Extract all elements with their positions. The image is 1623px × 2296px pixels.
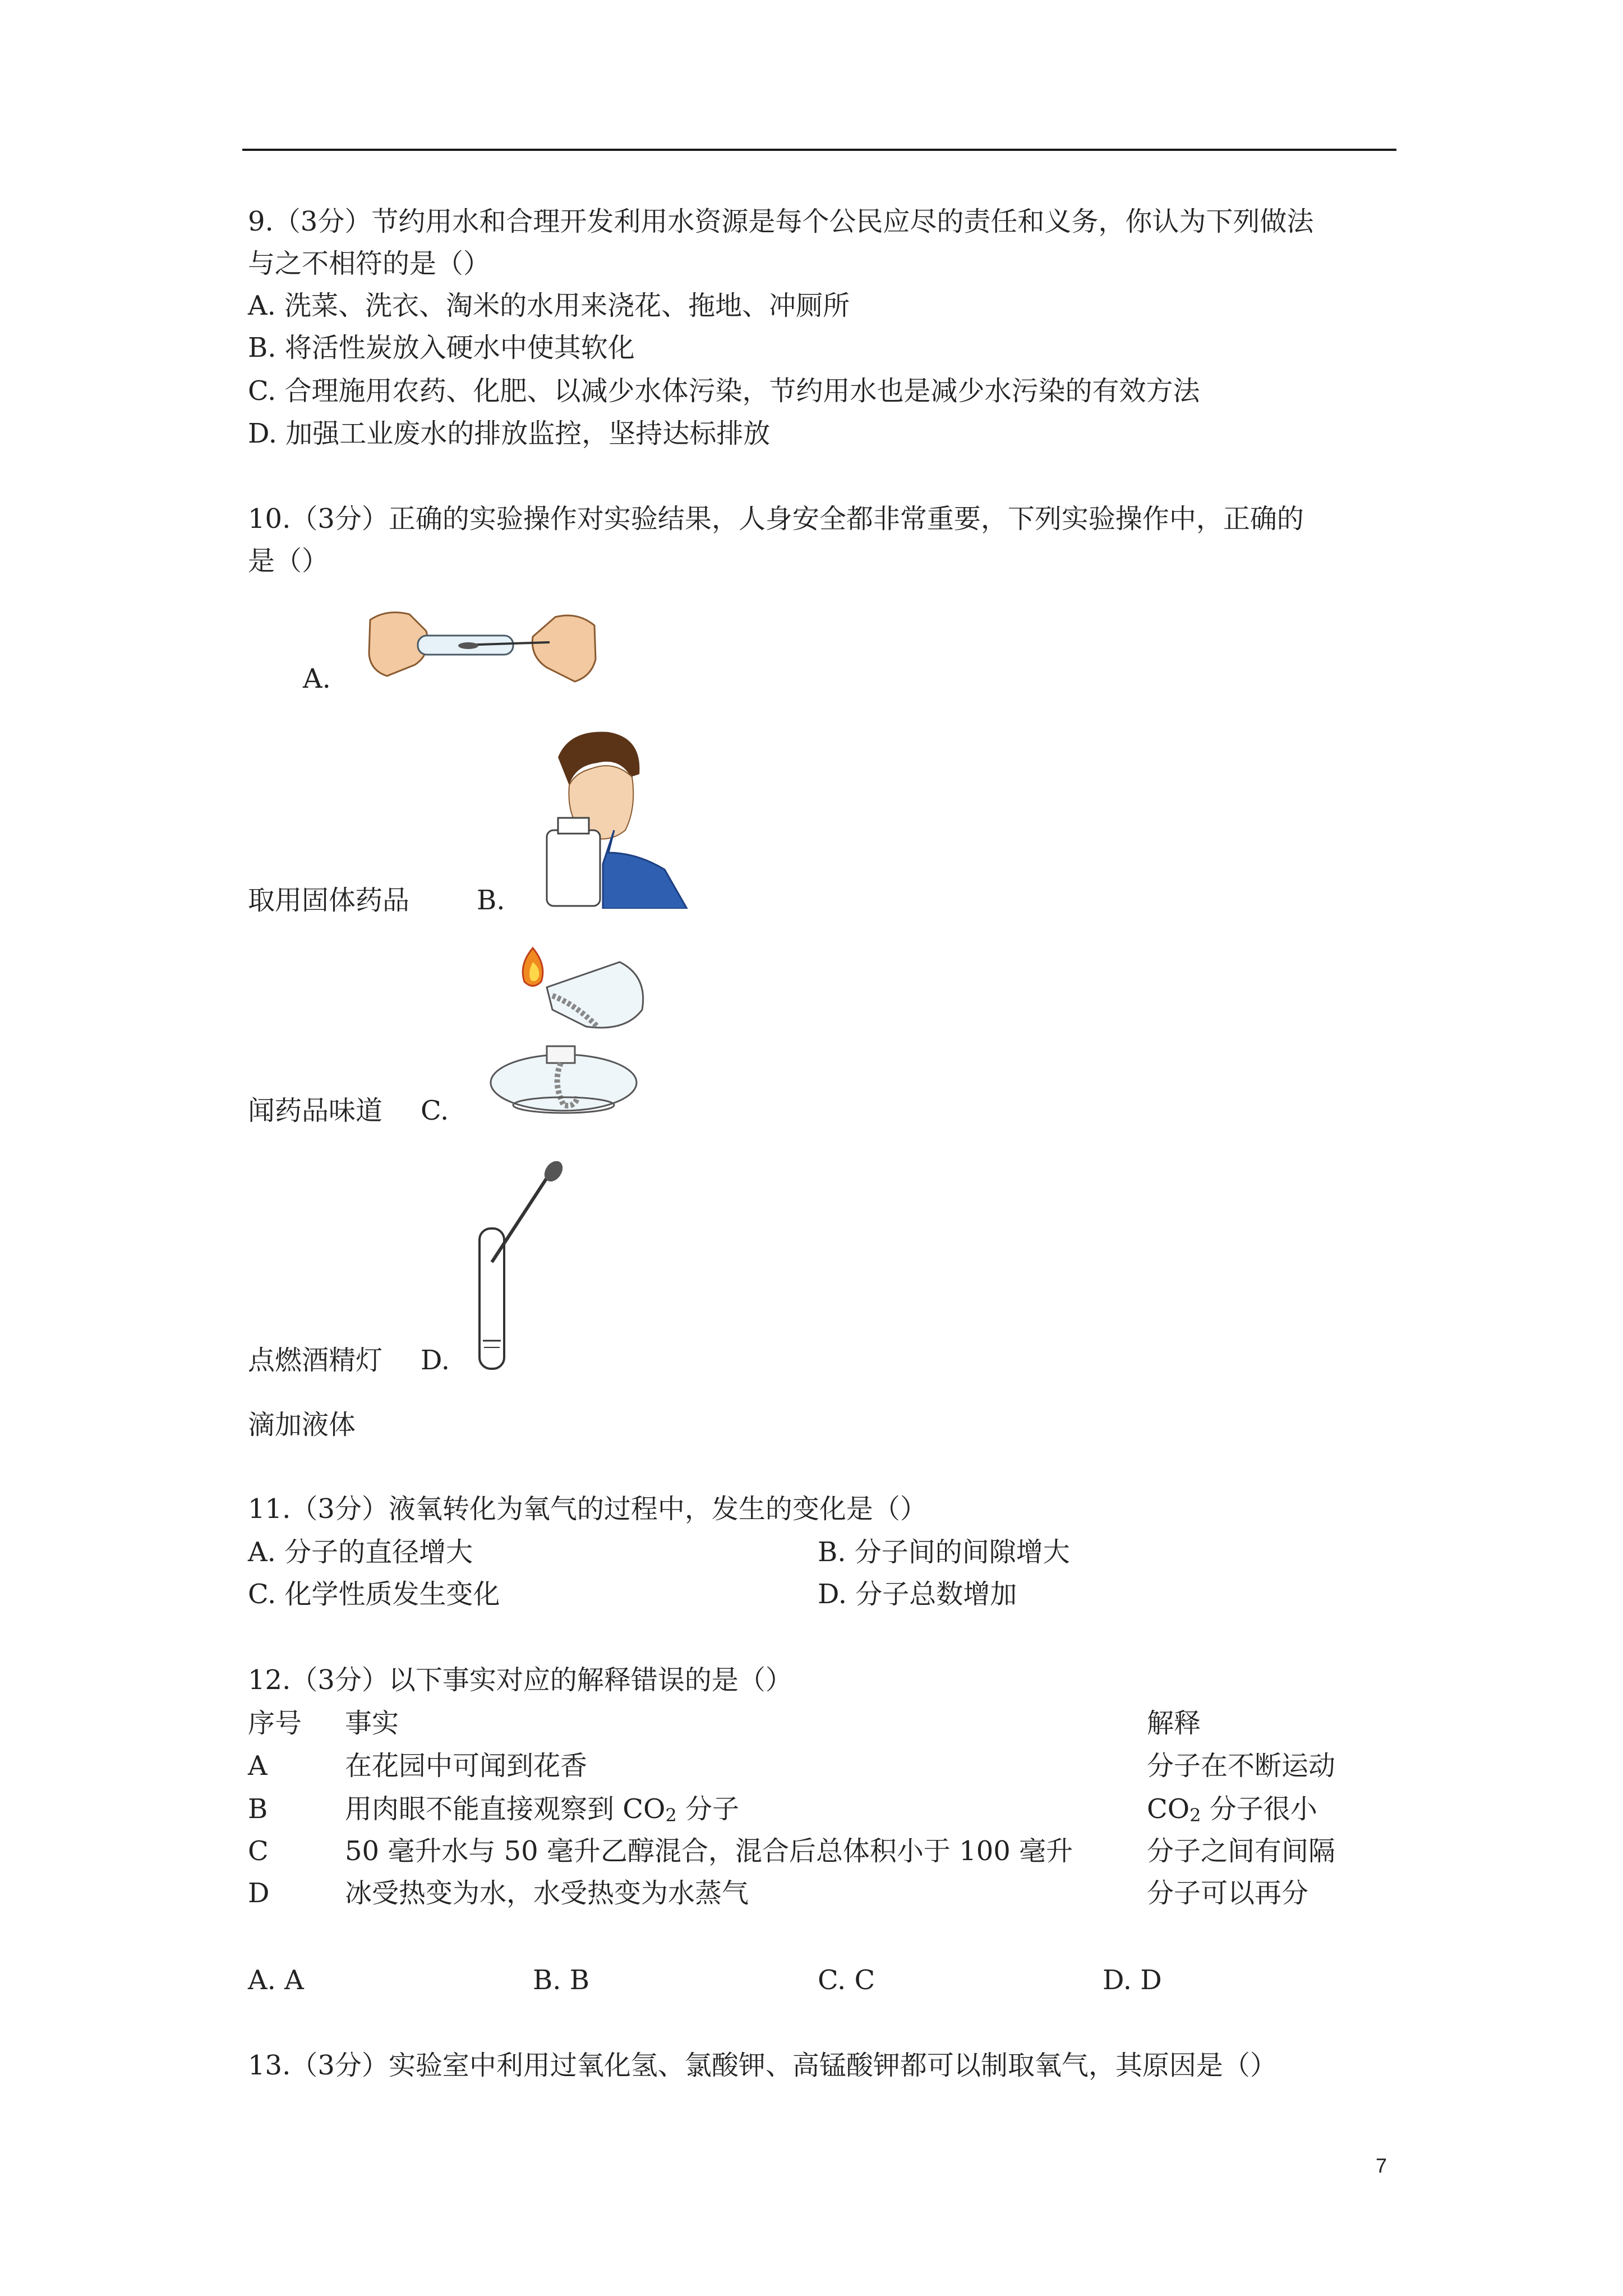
- alcohol-lamp-figure: [479, 942, 653, 1116]
- q11-stem: 11.（3分）液氧转化为氧气的过程中，发生的变化是（）: [248, 1493, 927, 1525]
- q12-option-a: A. A: [248, 1964, 304, 1996]
- solid-reagent-figure: [365, 597, 600, 693]
- q12-header-explain: 解释: [1147, 1708, 1201, 1739]
- dropper-figure: [474, 1161, 575, 1374]
- q10-option-a-label: A.: [303, 663, 331, 694]
- q9-stem-line1: 9.（3分）节约用水和合理开发利用水资源是每个公民应尽的责任和义务，你认为下列做法: [248, 206, 1314, 237]
- q12-option-c: C. C: [818, 1964, 875, 1996]
- page-number: 7: [1376, 2154, 1387, 2177]
- q9-option-c: C. 合理施用农药、化肥、以减少水体污染，节约用水也是减少水污染的有效方法: [248, 375, 1200, 407]
- q12-row-b-fact: 用肉眼不能直接观察到 $CO_2$ 分子: [345, 1793, 739, 1826]
- q12-header-id: 序号: [248, 1708, 302, 1739]
- q12-row-b-explain: $CO_2$ 分子很小: [1147, 1793, 1317, 1826]
- q12-row-d-id: D: [248, 1878, 270, 1909]
- q12-row-c-fact: 50 毫升水与 50 毫升乙醇混合，混合后总体积小于 100 毫升: [345, 1835, 1073, 1867]
- q13-stem: 13.（3分）实验室中利用过氧化氢、氯酸钾、高锰酸钾都可以制取氧气，其原因是（）: [248, 2050, 1277, 2081]
- q12-option-b: B. B: [533, 1964, 590, 1996]
- q9-stem-line2: 与之不相符的是（）: [248, 248, 491, 279]
- q12-row-a-fact: 在花园中可闻到花香: [345, 1750, 588, 1782]
- q11-option-c: C. 化学性质发生变化: [248, 1579, 500, 1610]
- q10-option-d-label: D.: [421, 1345, 450, 1376]
- q10-stem-line1: 10.（3分）正确的实验操作对实验结果，人身安全都非常重要，下列实验操作中，正确的: [248, 503, 1304, 535]
- q12-row-a-id: A: [248, 1750, 268, 1782]
- q10-option-b-caption: 闻药品味道: [248, 1095, 383, 1126]
- q12-row-c-id: C: [248, 1835, 269, 1867]
- smelling-figure: [536, 724, 693, 909]
- q12-header-fact: 事实: [345, 1708, 399, 1739]
- q12-option-d: D. D: [1103, 1964, 1162, 1996]
- q10-stem-line2: 是（）: [248, 545, 329, 577]
- q12-row-d-explain: 分子可以再分: [1147, 1878, 1309, 1909]
- q11-option-d: D. 分子总数增加: [818, 1579, 1017, 1610]
- q12-stem: 12.（3分）以下事实对应的解释错误的是（）: [248, 1664, 792, 1696]
- q10-option-a-caption: 取用固体药品: [248, 885, 410, 916]
- q10-option-b-label: B.: [477, 885, 505, 916]
- q10-option-c-label: C.: [421, 1095, 449, 1126]
- q12-row-b-id: B: [248, 1793, 268, 1825]
- q10-option-c-caption: 点燃酒精灯: [248, 1345, 383, 1376]
- q9-option-b: B. 将活性炭放入硬水中使其软化: [248, 332, 635, 364]
- q9-option-a: A. 洗菜、洗衣、淘米的水用来浇花、拖地、冲厕所: [248, 290, 850, 321]
- q12-row-a-explain: 分子在不断运动: [1147, 1750, 1336, 1782]
- header-rule: [242, 149, 1396, 151]
- q11-option-b: B. 分子间的间隙增大: [818, 1536, 1070, 1568]
- q10-option-d-caption: 滴加液体: [248, 1409, 356, 1441]
- q12-row-d-fact: 冰受热变为水，水受热变为水蒸气: [345, 1878, 749, 1909]
- q11-option-a: A. 分子的直径增大: [248, 1536, 473, 1568]
- q9-option-d: D. 加强工业废水的排放监控，坚持达标排放: [248, 418, 771, 449]
- q12-row-c-explain: 分子之间有间隔: [1147, 1835, 1336, 1867]
